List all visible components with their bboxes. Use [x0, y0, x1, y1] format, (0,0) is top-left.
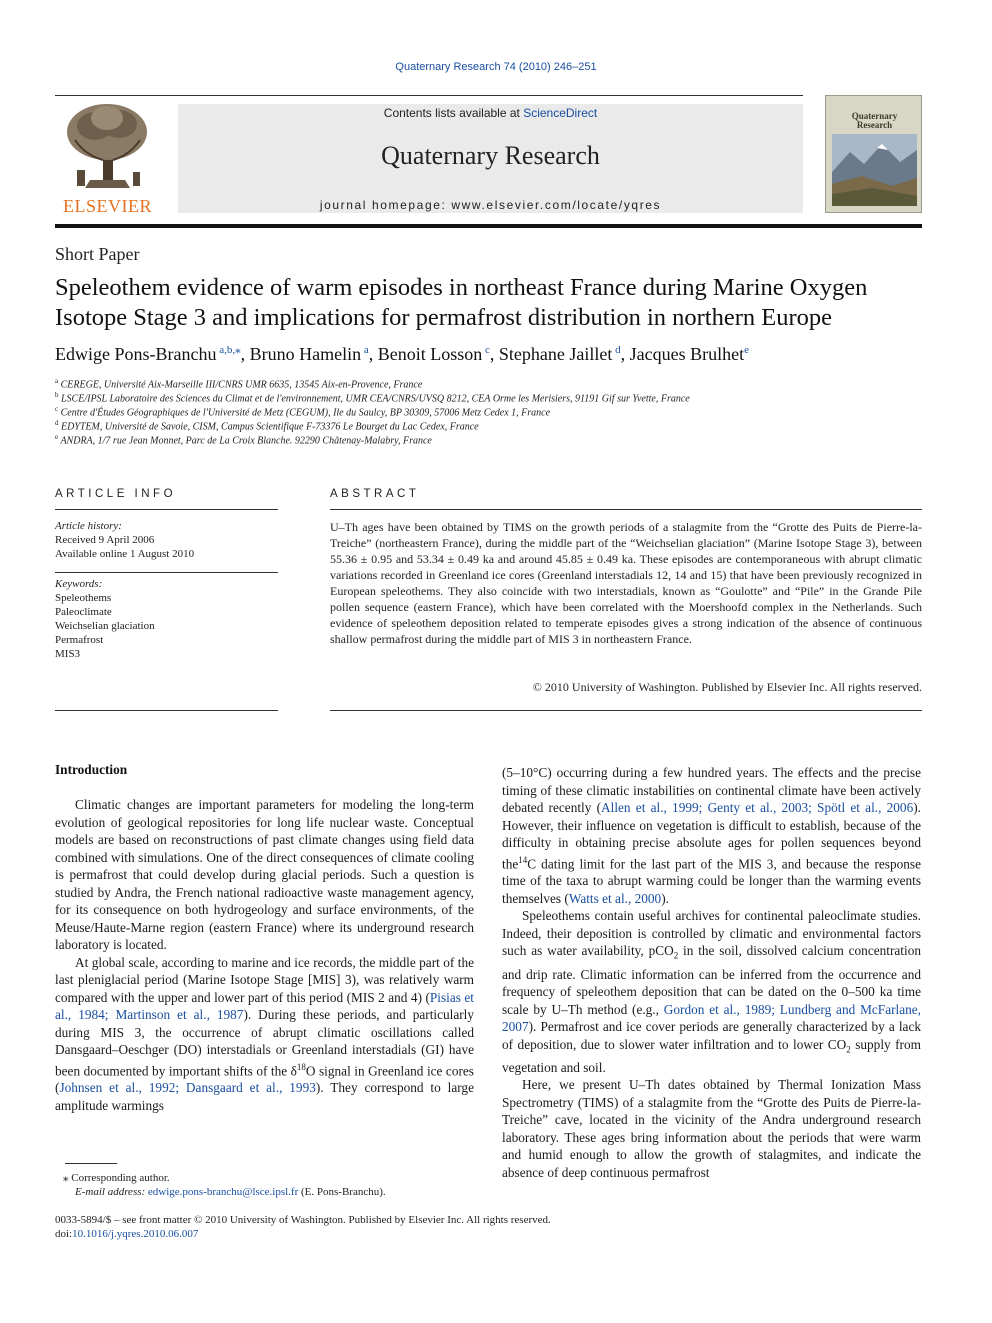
- author-affiliation-mark[interactable]: a: [363, 344, 369, 356]
- keyword-item: Speleothems: [55, 592, 112, 604]
- body-paragraph: Speleothems contain useful archives for continental paleoclimate studies. Indeed, their deposition is controlled by climatic and environmental factors such as water availability, pCO$_2$ in the soil, dissolved calcium concentration and drip rate. Climatic information can be inferred from the occurrence and frequency of speleothem deposition that can be dated on the 0–500 ka time scale by U–Th method (e.g., Gordon et al., 1989; Lundberg and McFarlane, 2007). Permafrost and ice cover periods are generally characterized by a lack of deposition, due to slower water infiltration and to lower $CO_2$ supply from vegetation and soil.: [502, 908, 921, 1075]
- keyword-item: MIS3: [55, 648, 81, 660]
- cover-title: [826, 112, 922, 130]
- body-paragraph: At global scale, according to marine and ice records, the middle part of the last pleniglacial period (Marine Isotope Stage [MIS] 3), was relatively warm compared with the upper and lower part of this period (MIS 2 and 4) (Pisias et al., 1984; Martinson et al., 1987). During these periods, and particularly during MIS 3, the occurrence of abrupt climatic oscillations called Dansgaard–Oeschger (DO) interstadials or Greenland interstadials (GI) have been documented by important shifts of the $\delta^{18}O$ signal in Greenland ice cores (Johnsen et al., 1992; Dansgaard et al., 1993). They correspond to large amplitude warmings: [55, 954, 474, 1113]
- keyword-item: Permafrost: [55, 634, 104, 646]
- doi-link[interactable]: 10.1016/j.yqres.2010.06.007: [72, 1228, 199, 1240]
- keywords-block: [55, 577, 278, 661]
- author-affiliation-mark[interactable]: c: [485, 344, 490, 356]
- contents-prefix: Contents lists available at: [383, 106, 524, 120]
- contents-available-line: [178, 106, 803, 120]
- paper-title: Speleothem evidence of warm episodes in northeast France during Marine Oxygen Isotope Stage 3 and implications for permafrost distribution in northern Europe: [55, 274, 868, 331]
- abstract-bottom-rule: [330, 710, 922, 711]
- article-type: Short Paper: [55, 244, 140, 264]
- keywords-label: Keywords:: [55, 578, 103, 590]
- header-divider: [55, 224, 922, 228]
- author-list: Edwige Pons-Branchu $^{a,b,⁎}$, Bruno Hamelin $^a$, Benoit Losson $^c$, Stephane Jaillet $^d$, Jacques Brulhet$^e$: [55, 344, 749, 364]
- body-paragraph: (5–10°C) occurring during a few hundred years. The effects and the precise timing of these climatic instabilities on continental climate have been actively debated recently (Allen et al., 1999; Genty et al., 2003; Spötl et al., 2006). However, their influence on vegetation is difficult to establish, because of the difficulty in obtaining precise absolute ages for pollen sequences beyond the$^{14}$C dating limit for the last part of the MIS 3, and because the response time of the taxa to abrupt warming could be longer than the warming events themselves (Watts et al., 2000).: [502, 765, 921, 906]
- journal-homepage[interactable]: journal homepage: www.elsevier.com/locate/yqres: [319, 198, 662, 212]
- article-history: [55, 519, 278, 561]
- author-affiliation-mark[interactable]: e: [744, 344, 749, 356]
- citation-link[interactable]: Watts et al., 2000: [568, 890, 662, 906]
- body-paragraph: Climatic changes are important parameters for modeling the long-term evolution of geological repositories for long life nuclear waste. Conceptual models are based on reconstructions of past climate changes using field data combined with simulations. One of the direct consequences of climate cooling is permafrost that could develop during glacial periods. Such a question is studied by Andra, the French national radioactive waste management agency, for its consequence on both hydrogeology and surface environments, of the Meuse/Haute-Marne region (eastern France) where its underground research laboratory is located.: [55, 797, 474, 952]
- affiliation-a: $^a$ CEREGE, Université Aix-Marseille III/CNRS UMR 6635, 13545 Aix-en-Provence, France: [55, 377, 423, 391]
- author-affiliation-mark[interactable]: a,b,⁎: [219, 344, 241, 356]
- footnote-rule: [65, 1163, 117, 1164]
- cover-title-line-1: Quaternary: [851, 111, 898, 121]
- email-note: E-mail address: edwige.pons-branchu@lsce.ipsl.fr (E. Pons-Branchu).: [75, 1186, 386, 1198]
- keyword-item: Paleoclimate: [55, 606, 112, 618]
- author-affiliation-mark[interactable]: d: [615, 344, 621, 356]
- citation-link[interactable]: Allen et al., 1999; Genty et al., 2003; Spötl et al., 2006: [601, 800, 914, 815]
- abstract-copyright: © 2010 University of Washington. Published by Elsevier Inc. All rights reserved.: [532, 680, 922, 694]
- author-name[interactable]: Edwige Pons-Branchu: [55, 344, 217, 364]
- affiliation-d: $^d$ EDYTEM, Université de Savoie, CISM, Campus Scientifique F-73376 Le Bourget du Lac Cedex, France: [55, 419, 479, 433]
- issn-line: 0033-5894/$ – see front matter © 2010 University of Washington. Published by Elsevier Inc. All rights reserved.: [55, 1214, 551, 1226]
- author-name[interactable]: Bruno Hamelin: [249, 344, 362, 364]
- journal-reference-link[interactable]: Quaternary Research 74 (2010) 246–251: [395, 61, 597, 73]
- sciencedirect-link[interactable]: ScienceDirect: [523, 106, 598, 120]
- citation-link[interactable]: Gordon et al., 1989; Lundberg and McFarlane, 2007: [502, 1001, 921, 1035]
- journal-cover-thumbnail[interactable]: [825, 95, 922, 213]
- masthead-top-rule: [55, 95, 803, 96]
- journal-title: Quaternary Research: [381, 141, 600, 170]
- tree-icon: [55, 100, 160, 195]
- introduction-heading: Introduction: [55, 762, 128, 777]
- body-right-column: [502, 764, 921, 1181]
- author-name[interactable]: Stephane Jaillet: [498, 344, 613, 364]
- abstract-rule: [330, 509, 922, 510]
- keywords-bottom-rule: [55, 710, 278, 711]
- elsevier-wordmark: ELSEVIER: [63, 196, 152, 216]
- body-paragraph: Here, we present U–Th dates obtained by Thermal Ionization Mass Spectrometry (TIMS) of a stalagmite from the “Grotte des Puits de Pierre-la-Treiche” cave, located in the vicinity of the Andra underground research laboratory. These ages bring information about the periods that were warm and humid enough to allow the growth of stalagmites, and indicate the absence of deep continuous permafrost: [502, 1077, 921, 1180]
- history-rule: [55, 572, 278, 573]
- affiliation-c: $^c$ Centre d'Études Géographiques de l'Université de Metz (CEGUM), Ile du Saulcy, BP 30309, 57006 Metz Cedex 1, France: [55, 405, 551, 419]
- history-label: Article history:: [55, 520, 122, 532]
- body-left-column: [55, 796, 474, 1114]
- corresponding-author-note: ⁎ Corresponding author.: [63, 1172, 170, 1184]
- abstract-text: U–Th ages have been obtained by TIMS on the growth periods of a stalagmite from the “Grotte des Puits de Pierre-la-Treiche” (northeastern France), during the middle part of the “Weichselian glaciation” (Marine Isotope Stage 3), between 55.36 ± 0.95 and 53.34 ± 0.49 ka and around 45.85 ± 0.49 ka. These episodes are contemporaneous with abrupt climatic variations recorded in Greenland ice cores (Greenland interstadials 12, 14 and 15) that have been previously recognized in European speleothems. They also coincide with two interstadials, known as “Goulotte” and “Pile” in the Grande Pile pollen sequence (eastern France), which have been correlated with the Moershoofd complex in the Netherlands. Such evidence of speleothem deposition related to temperate episodes gives a strong indication of the absence of continuous shallow permafrost during the middle part of MIS 3 in northeastern France.: [330, 520, 922, 646]
- article-info-heading: ARTICLE INFO: [55, 488, 177, 500]
- email-link[interactable]: edwige.pons-branchu@lsce.ipsl.fr: [147, 1186, 299, 1198]
- available-online-date: Available online 1 August 2010: [55, 548, 195, 560]
- affiliation-b: $^b$ LSCE/IPSL Laboratoire des Sciences du Climat et de l'environnement, UMR CEA/CNRS/UVSQ 8212, CEA Orme les Merisiers, 91191 Gif sur Yvette, France: [55, 391, 690, 405]
- author-name[interactable]: Jacques Brulhet: [629, 344, 745, 364]
- received-date: Received 9 April 2006: [55, 534, 155, 546]
- abstract-heading: ABSTRACT: [330, 488, 420, 500]
- author-name[interactable]: Benoit Losson: [377, 344, 483, 364]
- citation-link[interactable]: Johnsen et al., 1992; Dansgaard et al., 1993: [59, 1080, 316, 1096]
- citation-link[interactable]: Pisias et al., 1984; Martinson et al., 1987: [55, 989, 474, 1022]
- cover-landscape-icon: [832, 134, 917, 206]
- article-info-rule: [55, 509, 278, 510]
- keyword-item: Weichselian glaciation: [55, 620, 155, 632]
- cover-title-line-2: Research: [856, 120, 893, 130]
- doi-line: doi:10.1016/j.yqres.2010.06.007: [55, 1228, 199, 1240]
- affiliation-e: $^e$ ANDRA, 1/7 rue Jean Monnet, Parc de La Croix Blanche. 92290 Châtenay-Malabry, France: [55, 433, 432, 447]
